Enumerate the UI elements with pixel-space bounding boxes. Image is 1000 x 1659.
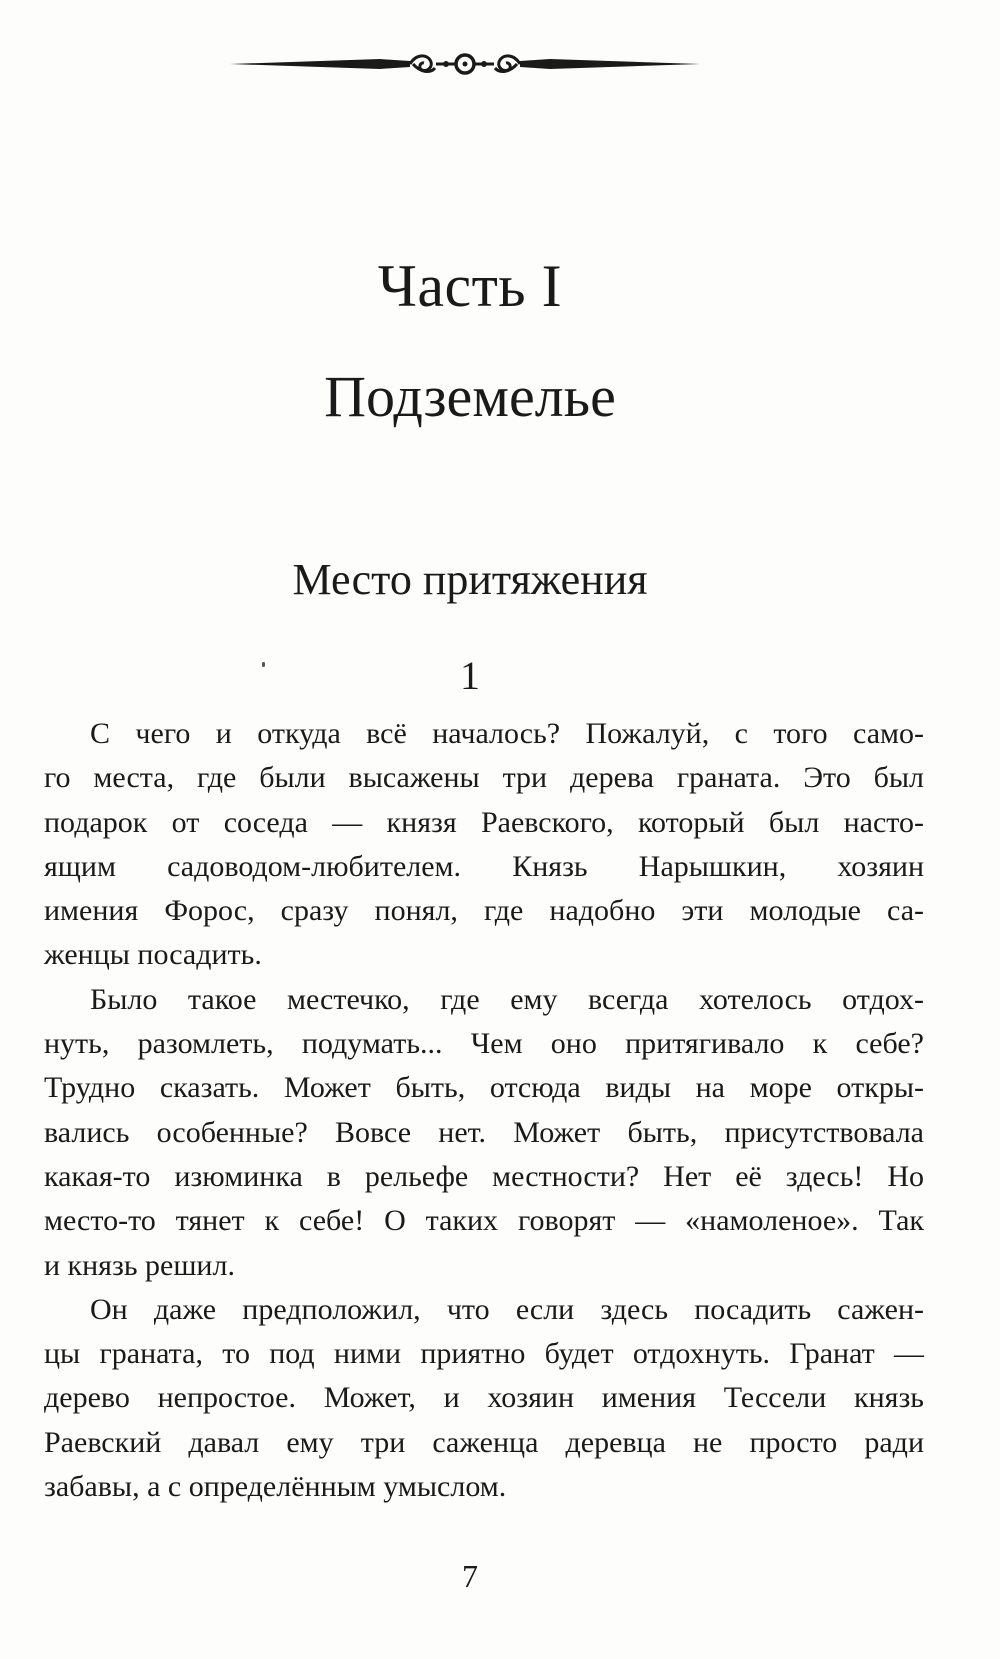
text-line: Он даже предположил, что если здесь посадить сажен- <box>90 1292 924 1326</box>
text-line: нуть, разомлеть, подумать... Чем оно притягивало к себе? <box>44 1027 924 1061</box>
paragraph-3 <box>44 1288 924 1509</box>
text-line: и князь решил. <box>44 1248 235 1282</box>
paragraph-2 <box>44 978 924 1288</box>
text-line: Трудно сказать. Может быть, отсюда виды на море откры- <box>44 1071 924 1105</box>
text-line: С чего и откуда всё началось? Пожалуй, с того само- <box>90 717 924 750</box>
text-line: женцы посадить. <box>44 938 262 972</box>
text-line: забавы, а с определённым умыслом. <box>44 1470 507 1504</box>
text-line: Раевский давал ему три саженца деревца не просто ради <box>44 1425 924 1459</box>
print-speck <box>262 662 265 667</box>
part-subtitle: Подземелье <box>324 364 616 429</box>
text-line: место-то тянет к себе! О таких говорят — «намоленое». Так <box>44 1204 924 1238</box>
text-line: ящим садоводом-любителем. Князь Нарышкин, хозяин <box>44 849 924 883</box>
text-line: вались особенные? Вовсе нет. Может быть, присутствовала <box>44 1115 924 1149</box>
page-number: 7 <box>462 1558 478 1594</box>
part-title: Часть I <box>377 253 563 319</box>
text-line: подарок от соседа — князя Раевского, который был насто- <box>44 805 924 839</box>
text-line: дерево непростое. Может, и хозяин имения Тессели князь <box>44 1381 924 1415</box>
section-number: 1 <box>460 653 480 698</box>
flourish-divider-icon <box>230 44 700 84</box>
body-text <box>44 712 924 1509</box>
text-line: имения Форос, сразу понял, где надобно эти молодые са- <box>44 894 924 928</box>
text-line: какая-то изюминка в рельефе местности? Нет её здесь! Но <box>44 1159 924 1193</box>
chapter-title: Место притяжения <box>292 555 648 604</box>
text-line: Было такое местечко, где ему всегда хотелось отдох- <box>90 982 924 1016</box>
text-line: го места, где были высажены три дерева граната. Это был <box>44 761 924 795</box>
text-line: цы граната, то под ними приятно будет отдохнуть. Гранат — <box>44 1337 924 1371</box>
paragraph-1 <box>44 712 924 978</box>
